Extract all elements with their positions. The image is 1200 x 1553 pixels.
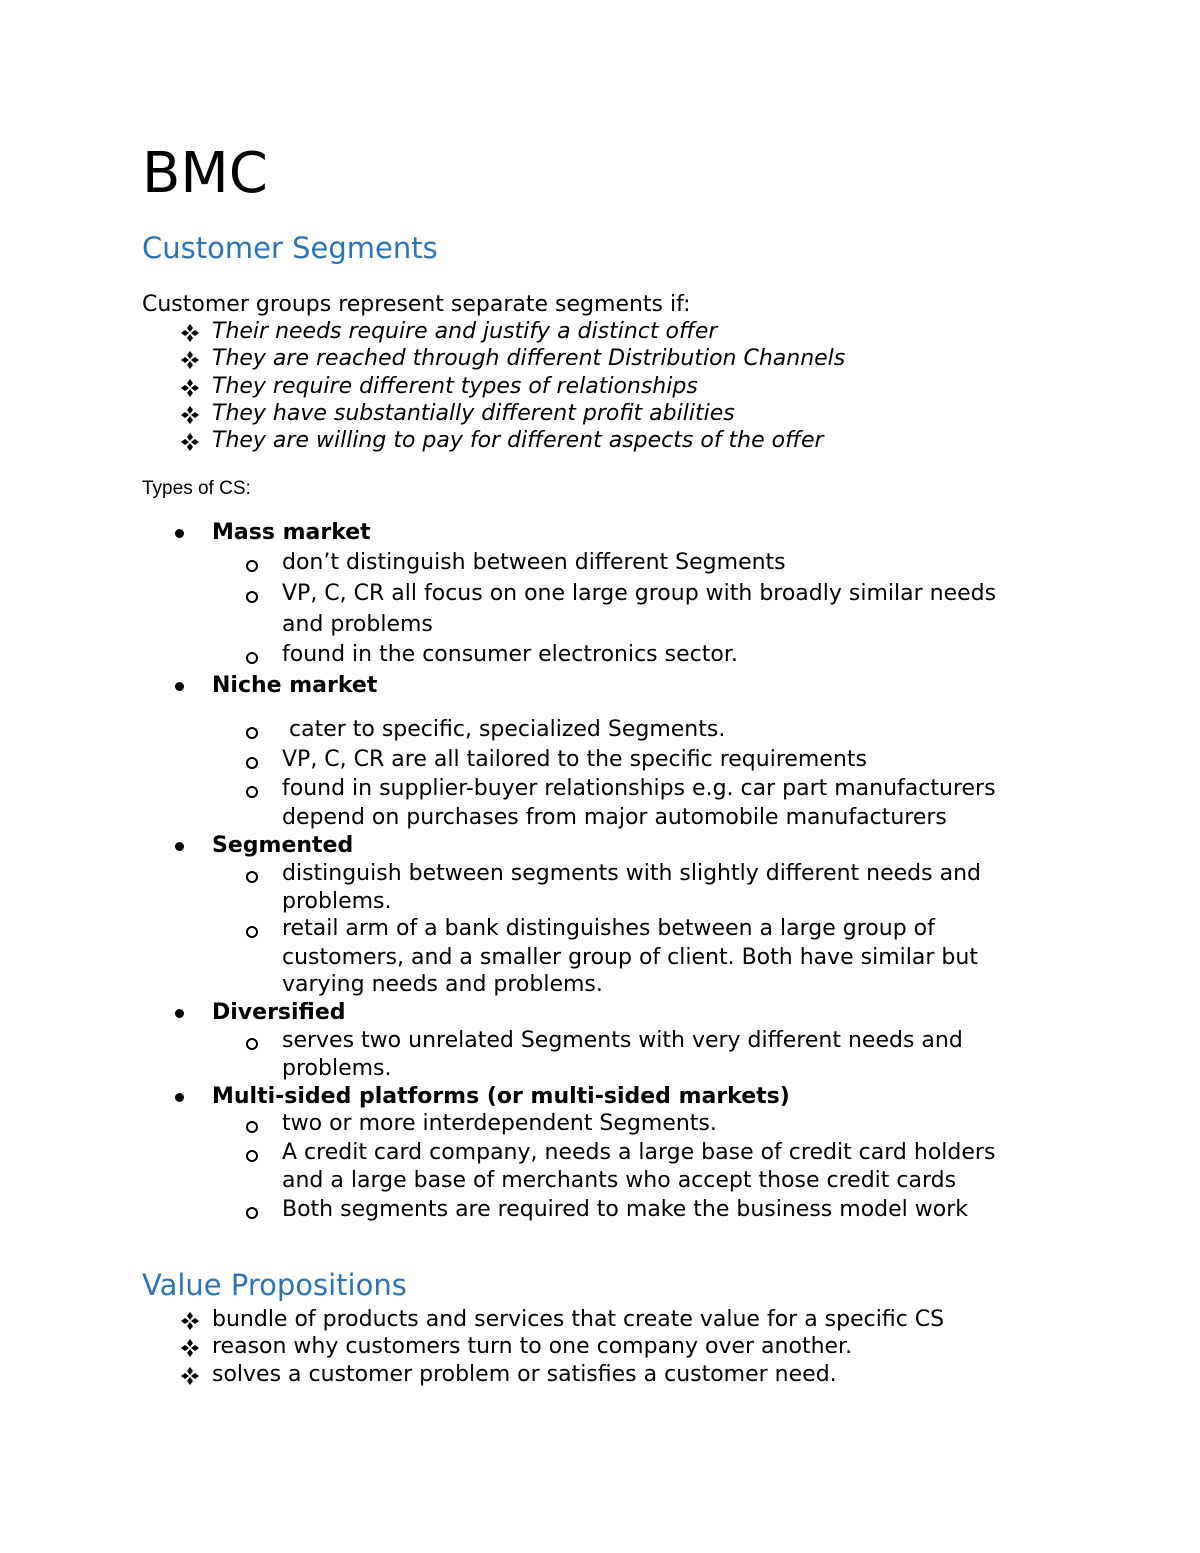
type-point: don’t distinguish between different Segments <box>282 550 786 575</box>
customer-segments-heading: Customer Segments <box>142 231 438 265</box>
sub-bullet-circle <box>246 727 258 739</box>
criteria-item: They require different types of relationships <box>212 374 698 399</box>
type-point: retail arm of a bank distinguishes between a large group of <box>282 916 935 941</box>
type-point: VP, C, CR all focus on one large group with broadly similar needs <box>282 581 997 606</box>
diamond-bullet-icon <box>180 323 200 343</box>
criteria-item: They are willing to pay for different aspects of the offer <box>212 428 824 453</box>
type-point: found in the consumer electronics sector. <box>282 642 738 667</box>
type-name: Niche market <box>212 673 378 698</box>
value-propositions-heading: Value Propositions <box>142 1268 407 1302</box>
vp-item: bundle of products and services that create value for a specific CS <box>212 1307 945 1332</box>
type-point: serves two unrelated Segments with very different needs and <box>282 1028 963 1053</box>
types-label: Types of CS: <box>142 478 251 499</box>
sub-bullet-circle <box>246 560 258 572</box>
type-point: distinguish between segments with slightly different needs and <box>282 861 981 886</box>
type-point: Both segments are required to make the business model work <box>282 1197 968 1222</box>
bullet-dot <box>175 682 184 691</box>
diamond-bullet-icon <box>180 405 200 425</box>
type-point-continued: and problems <box>282 612 433 637</box>
criteria-item: Their needs require and justify a distinct offer <box>212 319 718 344</box>
sub-bullet-circle <box>246 1038 258 1050</box>
type-point: cater to specific, specialized Segments. <box>282 717 726 742</box>
type-point-continued: and a large base of merchants who accept those credit cards <box>282 1168 957 1193</box>
sub-bullet-circle <box>246 871 258 883</box>
sub-bullet-circle <box>246 652 258 664</box>
bullet-dot <box>175 842 184 851</box>
vp-item: reason why customers turn to one company over another. <box>212 1334 853 1359</box>
sub-bullet-circle <box>246 591 258 603</box>
page-title: BMC <box>142 141 268 206</box>
diamond-bullet-icon <box>180 1338 200 1358</box>
bullet-dot <box>175 529 184 538</box>
diamond-bullet-icon <box>180 378 200 398</box>
type-point-continued: problems. <box>282 889 392 914</box>
diamond-bullet-icon <box>180 350 200 370</box>
type-name: Segmented <box>212 833 354 858</box>
type-point-continued: problems. <box>282 1056 392 1081</box>
bullet-dot <box>175 1093 184 1102</box>
cs-intro: Customer groups represent separate segments if: <box>142 292 691 317</box>
sub-bullet-circle <box>246 1121 258 1133</box>
type-point-continued: depend on purchases from major automobile manufacturers <box>282 805 947 830</box>
type-point: A credit card company, needs a large base of credit card holders <box>282 1140 996 1165</box>
sub-bullet-circle <box>246 1150 258 1162</box>
type-point-continued: varying needs and problems. <box>282 972 603 997</box>
type-point: found in supplier-buyer relationships e.g. car part manufacturers <box>282 776 996 801</box>
criteria-item: They have substantially different profit abilities <box>212 401 735 426</box>
bullet-dot <box>175 1009 184 1018</box>
sub-bullet-circle <box>246 757 258 769</box>
diamond-bullet-icon <box>180 1311 200 1331</box>
vp-item: solves a customer problem or satisfies a customer need. <box>212 1362 837 1387</box>
type-point: two or more interdependent Segments. <box>282 1111 717 1136</box>
sub-bullet-circle <box>246 786 258 798</box>
diamond-bullet-icon <box>180 1366 200 1386</box>
sub-bullet-circle <box>246 926 258 938</box>
sub-bullet-circle <box>246 1207 258 1219</box>
criteria-item: They are reached through different Distribution Channels <box>212 346 846 371</box>
type-name: Diversified <box>212 1000 346 1025</box>
type-name: Multi-sided platforms (or multi-sided markets) <box>212 1084 790 1109</box>
diamond-bullet-icon <box>180 432 200 452</box>
type-point: VP, C, CR are all tailored to the specific requirements <box>282 747 867 772</box>
type-name: Mass market <box>212 520 371 545</box>
type-point-continued: customers, and a smaller group of client. Both have similar but <box>282 945 978 970</box>
